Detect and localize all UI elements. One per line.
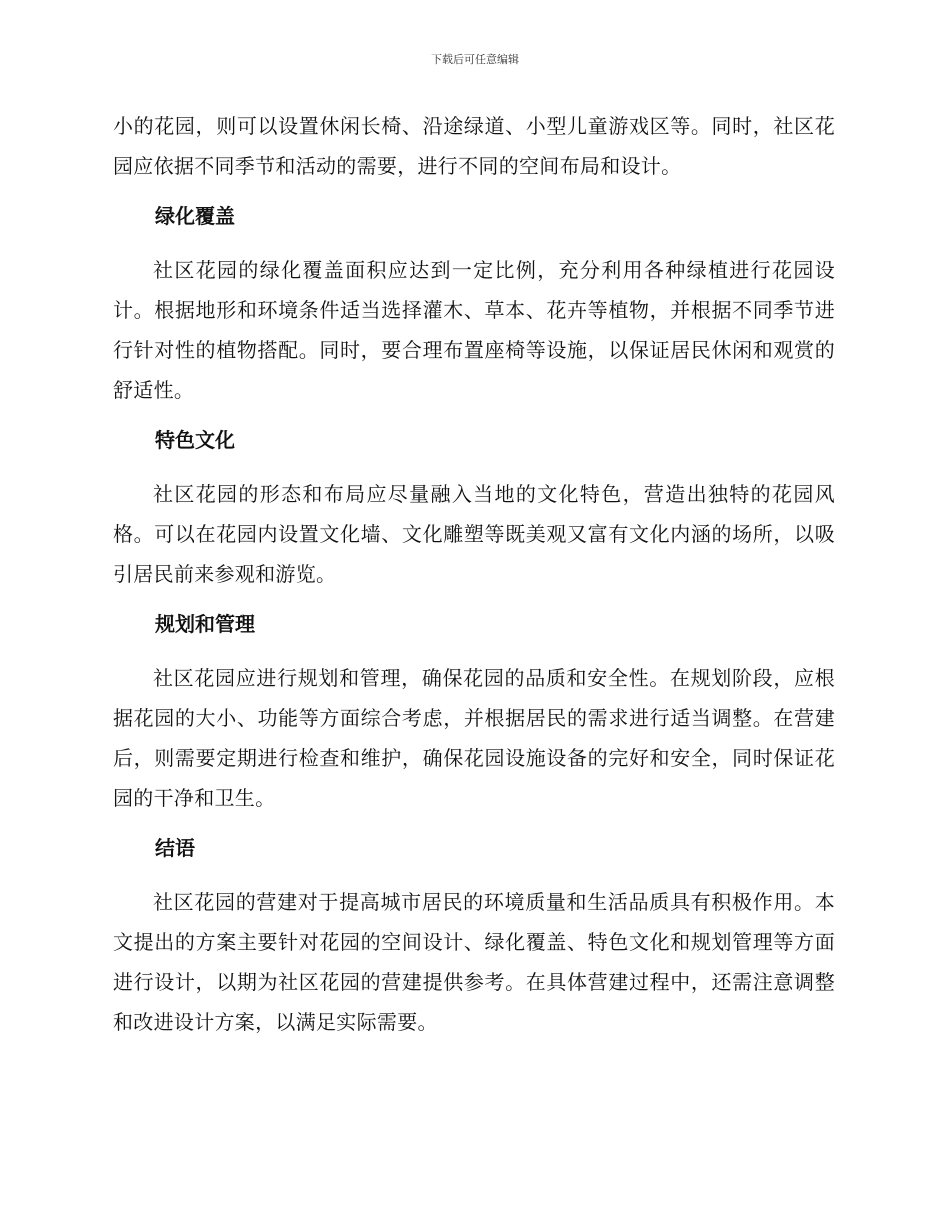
intro-paragraph: 小的花园，则可以设置休闲长椅、沿途绿道、小型儿童游戏区等。同时，社区花园应依据不同季节和活动的需要，进行不同的空间布局和设计。 [113,114,835,178]
section-paragraph-culture: 社区花园的形态和布局应尽量融入当地的文化特色，营造出独特的花园风格。可以在花园内设置文化墙、文化雕塑等既美观又富有文化内涵的场所，以吸引居民前来参观和游览。 [113,482,835,586]
section-paragraph-greening: 社区花园的绿化覆盖面积应达到一定比例，充分利用各种绿植进行花园设计。根据地形和环境条件适当选择灌木、草本、花卉等植物，并根据不同季节进行针对性的植物搭配。同时，要合理布置座椅等设施，以保证居民休闲和观赏的舒适性。 [113,258,835,402]
section-paragraph-conclusion: 社区花园的营建对于提高城市居民的环境质量和生活品质具有积极作用。本文提出的方案主要针对花园的空间设计、绿化覆盖、特色文化和规划管理等方面进行设计，以期为社区花园的营建提供参考。在具体营建过程中，还需注意调整和改进设计方案，以满足实际需要。 [113,890,835,1034]
section-heading-culture: 特色文化 [155,428,235,452]
page-header: 下载后可任意编辑 [431,53,519,66]
document-body [113,106,835,1054]
section-heading-greening: 绿化覆盖 [155,204,235,228]
section-heading-planning: 规划和管理 [155,612,255,636]
section-paragraph-planning: 社区花园应进行规划和管理，确保花园的品质和安全性。在规划阶段，应根据花园的大小、功能等方面综合考虑，并根据居民的需求进行适当调整。在营建后，则需要定期进行检查和维护，确保花园设施设备的完好和安全，同时保证花园的干净和卫生。 [113,666,835,810]
section-heading-conclusion: 结语 [155,836,195,860]
